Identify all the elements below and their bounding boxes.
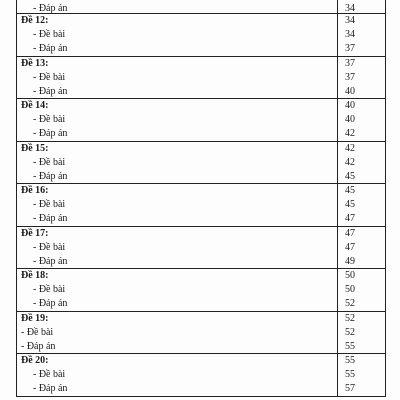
toc-row <box>17 198 385 212</box>
toc-row <box>17 42 385 56</box>
toc-row-page: 47 <box>345 213 355 224</box>
toc-section-page: 40 <box>345 100 355 111</box>
toc-row <box>17 212 385 226</box>
toc-section-title: Đề 14: <box>21 100 49 111</box>
toc-row-label: - Đề bài <box>33 241 66 253</box>
toc-row-page: 47 <box>345 241 355 253</box>
toc-row-page: 55 <box>345 369 355 380</box>
toc-section-17 <box>17 227 385 270</box>
toc-row-label: - Đáp án <box>21 340 56 352</box>
toc-row <box>17 28 385 42</box>
toc-row <box>17 127 385 141</box>
toc-section-title: Đề 16: <box>21 185 49 196</box>
toc-row <box>17 326 385 340</box>
toc-row <box>17 297 385 311</box>
toc-row-label: - Đề bài <box>33 156 66 168</box>
toc-row-label: - Đáp án <box>33 43 68 54</box>
toc-section-page: 45 <box>345 185 355 196</box>
toc-section-title: Đề 17: <box>21 227 49 239</box>
toc-row-page: 57 <box>345 383 355 394</box>
toc-row-label: - Đề bài <box>33 199 66 210</box>
toc-row <box>17 368 385 382</box>
toc-row <box>17 156 385 170</box>
toc-row-label: - Đáp án <box>33 298 68 309</box>
toc-section-12 <box>17 14 385 57</box>
toc-row <box>17 85 385 99</box>
toc-row-label: - Đáp án <box>33 213 68 224</box>
toc-section-title-row <box>17 142 385 156</box>
toc-row-page: 40 <box>345 85 355 97</box>
toc-section-title-row <box>17 184 385 198</box>
table-of-contents <box>16 0 386 397</box>
toc-row <box>17 241 385 255</box>
toc-section-page: 50 <box>345 270 355 281</box>
toc-section-page: 52 <box>345 312 355 324</box>
toc-section-13 <box>17 57 385 100</box>
toc-row <box>17 340 385 354</box>
toc-section-title: Đề 12: <box>21 15 49 26</box>
toc-row-page: 55 <box>345 340 355 352</box>
toc-row-page: 45 <box>345 199 355 210</box>
toc-row <box>17 255 385 269</box>
toc-row-label: - Đề bài <box>33 29 66 40</box>
toc-row-page: 52 <box>345 298 355 309</box>
toc-section-18 <box>17 269 385 312</box>
toc-section-page: 34 <box>345 15 355 26</box>
toc-section-title-row <box>17 227 385 241</box>
toc-row-label: - Đáp án <box>33 170 68 182</box>
toc-section-page: 55 <box>345 355 355 366</box>
toc-row-label: - Đáp án <box>33 255 68 267</box>
toc-row-page: 49 <box>345 255 355 267</box>
toc-row-label: - Đáp án <box>33 85 68 97</box>
toc-row-label: - Đề bài <box>33 284 66 295</box>
toc-section-page: 47 <box>345 227 355 239</box>
toc-row <box>17 113 385 127</box>
toc-section-title-row <box>17 14 385 28</box>
toc-row-page: 34 <box>345 3 355 14</box>
toc-section-title: Đề 13: <box>21 57 49 69</box>
toc-section-title-row <box>17 57 385 71</box>
toc-row <box>17 382 385 396</box>
toc-section-19 <box>17 312 385 355</box>
toc-section-page: 37 <box>345 57 355 69</box>
toc-section-page: 42 <box>345 142 355 154</box>
toc-row-label: - Đáp án <box>33 383 68 394</box>
toc-section-15 <box>17 142 385 185</box>
toc-section-16 <box>17 184 385 227</box>
toc-row-label: - Đề bài <box>33 114 66 125</box>
toc-row-page: 42 <box>345 128 355 139</box>
toc-section-14 <box>17 99 385 142</box>
toc-section-title-row <box>17 269 385 283</box>
toc-row <box>17 283 385 297</box>
toc-row-page: 34 <box>345 29 355 40</box>
toc-row <box>17 71 385 85</box>
toc-row-label: - Đáp án <box>33 128 68 139</box>
toc-row-page: 45 <box>345 170 355 182</box>
toc-row <box>17 170 385 184</box>
toc-row-page: 40 <box>345 114 355 125</box>
toc-row-page: 42 <box>345 156 355 168</box>
toc-row-page: 52 <box>345 326 355 338</box>
toc-row-label: - Đề bài <box>33 369 66 380</box>
toc-row-label: - Đề bài <box>21 326 54 338</box>
toc-section-20 <box>17 354 385 397</box>
toc-row-label: - Đáp án <box>33 3 68 14</box>
toc-section-title: Đề 18: <box>21 270 49 281</box>
toc-row-page: 50 <box>345 284 355 295</box>
toc-section-title: Đề 15: <box>21 142 49 154</box>
toc-section-title-row <box>17 99 385 113</box>
toc-row-page: 37 <box>345 43 355 54</box>
toc-row-page: 37 <box>345 71 355 83</box>
toc-section-title-row <box>17 354 385 368</box>
toc-section-11 <box>17 0 385 14</box>
toc-section-title: Đề 19: <box>21 312 49 324</box>
toc-section-title: Đề 20: <box>21 355 49 366</box>
toc-section-title-row <box>17 312 385 326</box>
toc-row-label: - Đề bài <box>33 71 66 83</box>
